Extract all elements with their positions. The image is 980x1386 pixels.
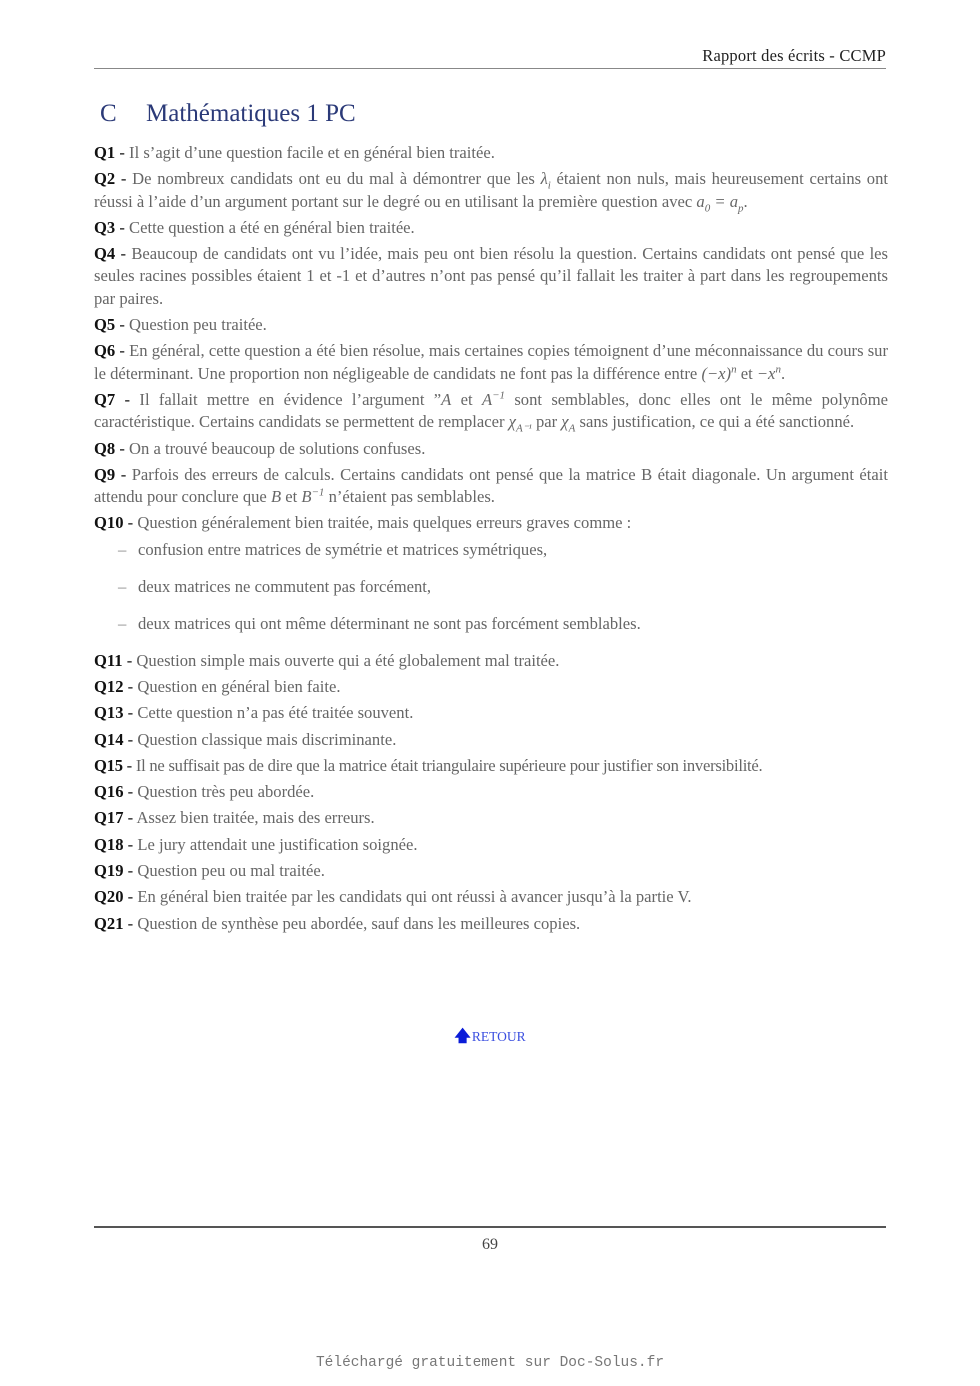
question-item: Q4 - Beaucoup de candidats ont vu l’idée, mais peu ont bien résolu la question. Certains candidats ont pensé que les seules racines possibles étaient 1 et -1 et d’autres n’ont pas pensé qu’il fallait les traiter à part dans les regroupements par paires. [94, 244, 889, 308]
question-item: Q1 - Il s’agit d’une question facile et en général bien traitée. [94, 143, 495, 162]
running-header: Rapport des écrits - CCMP [702, 46, 886, 65]
question-id: Q4 [94, 244, 116, 264]
question-id: Q9 [94, 464, 116, 484]
question-comment: De nombreux candidats ont eu du mal à démontrer que les [132, 169, 541, 189]
question-item: Q17 - Assez bien traitée, mais des erreurs. [94, 808, 375, 828]
question-id: Q17 [94, 808, 124, 828]
header-rule [94, 68, 886, 69]
question-list [94, 142, 888, 939]
question-id: Q3 [94, 217, 116, 237]
retour-link[interactable] [454, 1029, 525, 1044]
question-id: Q5 [94, 315, 116, 335]
question-id: Q15 [94, 755, 123, 775]
question-item: Q10 - Question généralement bien traitée, mais quelques erreurs graves comme : [94, 513, 632, 533]
question-id: Q6 [94, 341, 116, 361]
question-comment: Question en général bien faite. [137, 676, 341, 696]
error-list [94, 539, 888, 636]
question-item: Q15 - Il ne suffisait pas de dire que la matrice était triangulaire supérieure pour justifier son inversibilité. [94, 755, 763, 775]
question-item: Q9 - Parfois des erreurs de calculs. Certains candidats ont pensé que la matrice B était diagonale. Un argument était attendu pour conclure que B et $B^{-1}$ n’étaient pas semblables. [94, 464, 888, 507]
question-item: Q8 - On a trouvé beaucoup de solutions confuses. [94, 438, 426, 458]
question-comment: Question simple mais ouverte qui a été globalement mal traitée. [136, 650, 560, 670]
retour-link-container [0, 1025, 980, 1052]
download-watermark: Téléchargé gratuitement sur Doc-Solus.fr [315, 1355, 665, 1371]
question-comment: Cette question a été en général bien traitée. [129, 217, 415, 237]
list-item: – deux matrices ne commutent pas forcément, [118, 577, 432, 597]
question-item: Q18 - Le jury attendait une justification soignée. [94, 834, 418, 854]
page-number: 69 [482, 1236, 498, 1253]
question-id: Q20 [94, 887, 124, 907]
list-item: – confusion entre matrices de symétrie et matrices symétriques, [118, 539, 548, 559]
question-comment: Il fallait mettre en évidence l’argument ” [139, 389, 442, 409]
question-comment: Parfois des erreurs de calculs. Certains candidats ont pensé que la matrice B était diagonale. Un argument était attendu pour conclure que [94, 464, 888, 507]
question-id: Q7 [94, 389, 116, 409]
math-minus-x-pow-n: $(-x)^n$ [701, 363, 737, 383]
question-id: Q12 [94, 676, 124, 696]
question-comment: Question très peu abordée. [137, 782, 315, 802]
math-neg-x-pow-n: $-x^n$ [756, 363, 781, 383]
question-comment: Question peu ou mal traitée. [137, 861, 325, 881]
math-a-inverse: $A^{-1}$ [481, 389, 506, 409]
question-item: Q14 - Question classique mais discriminante. [94, 729, 397, 749]
section-title [100, 100, 356, 128]
math-chi-a-inverse: $\chi_{A^{-1}}$ [508, 412, 532, 435]
question-id: Q10 [94, 513, 124, 533]
question-comment: Cette question n’a pas été traitée souvent. [137, 703, 414, 723]
question-comment: Question peu traitée. [129, 315, 267, 335]
question-comment: En général bien traitée par les candidats qui ont réussi à avancer jusqu’à la partie V. [137, 887, 692, 907]
question-item: Q2 - De nombreux candidats ont eu du mal à démontrer que les $\lambda_i$ étaient non nuls, mais heureusement certains ont réussi à l’aide d’un argument portant sur le degré ou en utilisant la première question avec $a_0 = a_p$. [94, 169, 888, 214]
question-id: Q19 [94, 861, 124, 881]
question-id: Q2 [94, 169, 116, 189]
question-comment: Il s’agit d’une question facile et en général bien traitée. [129, 143, 495, 162]
arrow-up-icon: 🡅 [454, 1028, 471, 1045]
question-item: Q20 - En général bien traitée par les candidats qui ont réussi à avancer jusqu’à la partie V. [94, 887, 692, 907]
question-id: Q18 [94, 834, 124, 854]
math-chi-a: $\chi_A$ [561, 412, 576, 435]
question-id: Q1 [94, 143, 116, 162]
question-item: Q19 - Question peu ou mal traitée. [94, 861, 325, 881]
question-item: Q13 - Cette question n’a pas été traitée souvent. [94, 703, 414, 723]
question-comment: En général, cette question a été bien résolue, mais certaines copies témoignent d’une méconnaissance du cours sur le déterminant. Une proportion non négligeable de candidats ne font pas la différence entre [94, 341, 888, 383]
question-comment: Question généralement bien traitée, mais quelques erreurs graves comme : [137, 513, 632, 533]
question-comment: Il ne suffisait pas de dire que la matrice était triangulaire supérieure pour justifier son inversibilité. [135, 755, 763, 775]
question-item: Q11 - Question simple mais ouverte qui a été globalement mal traitée. [94, 650, 560, 670]
math-b-inverse: $B^{-1}$ [301, 486, 325, 507]
question-item: Q12 - Question en général bien faite. [94, 676, 341, 696]
retour-label: RETOUR [471, 1029, 526, 1044]
question-id: Q8 [94, 438, 116, 458]
math-lambda: $\lambda_i$ [540, 169, 551, 192]
question-id: Q16 [94, 782, 124, 802]
question-item: Q3 - Cette question a été en général bien traitée. [94, 217, 415, 237]
question-comment: On a trouvé beaucoup de solutions confuses. [129, 438, 426, 458]
list-item: – deux matrices qui ont même déterminant ne sont pas forcément semblables. [118, 614, 641, 634]
question-id: Q14 [94, 729, 124, 749]
question-comment: Question de synthèse peu abordée, sauf dans les meilleures copies. [137, 913, 581, 933]
question-comment: Beaucoup de candidats ont vu l’idée, mais peu ont bien résolu la question. Certains candidats ont pensé que les seules racines possibles étaient 1 et -1 et d’autres n’ont pas pensé qu’il fallait les traiter à part dans les regroupements par paires. [94, 244, 889, 308]
section-heading: Mathématiques 1 PC [146, 100, 356, 127]
question-item: Q5 - Question peu traitée. [94, 315, 267, 335]
question-item: Q21 - Question de synthèse peu abordée, sauf dans les meilleures copies. [94, 913, 581, 933]
math-a0-equals-ap: $a_0 = a_p$ [696, 191, 744, 214]
question-item: Q7 - Il fallait mettre en évidence l’argument ”A et $A^{-1}$ sont semblables, donc elles ont le même polynôme caractéristique. Certains candidats se permettent de remplacer $\chi_{A^{-1}}$ par $\chi_A$ sans justification, ce qui a été sanctionné. [94, 389, 888, 435]
question-item: Q6 - En général, cette question a été bien résolue, mais certaines copies témoignent d’une méconnaissance du cours sur le déterminant. Une proportion non négligeable de candidats ne font pas la différence entre $(-x)^n$ et $-x^n$. [94, 341, 888, 383]
question-item: Q16 - Question très peu abordée. [94, 782, 315, 802]
question-id: Q11 [94, 650, 123, 670]
question-comment: Assez bien traitée, mais des erreurs. [136, 808, 375, 828]
section-number: C [100, 100, 117, 127]
footer-rule [94, 1226, 886, 1228]
question-id: Q13 [94, 703, 124, 723]
question-id: Q21 [94, 913, 124, 933]
question-comment: Le jury attendait une justification soignée. [137, 834, 418, 854]
question-comment: Question classique mais discriminante. [137, 729, 397, 749]
